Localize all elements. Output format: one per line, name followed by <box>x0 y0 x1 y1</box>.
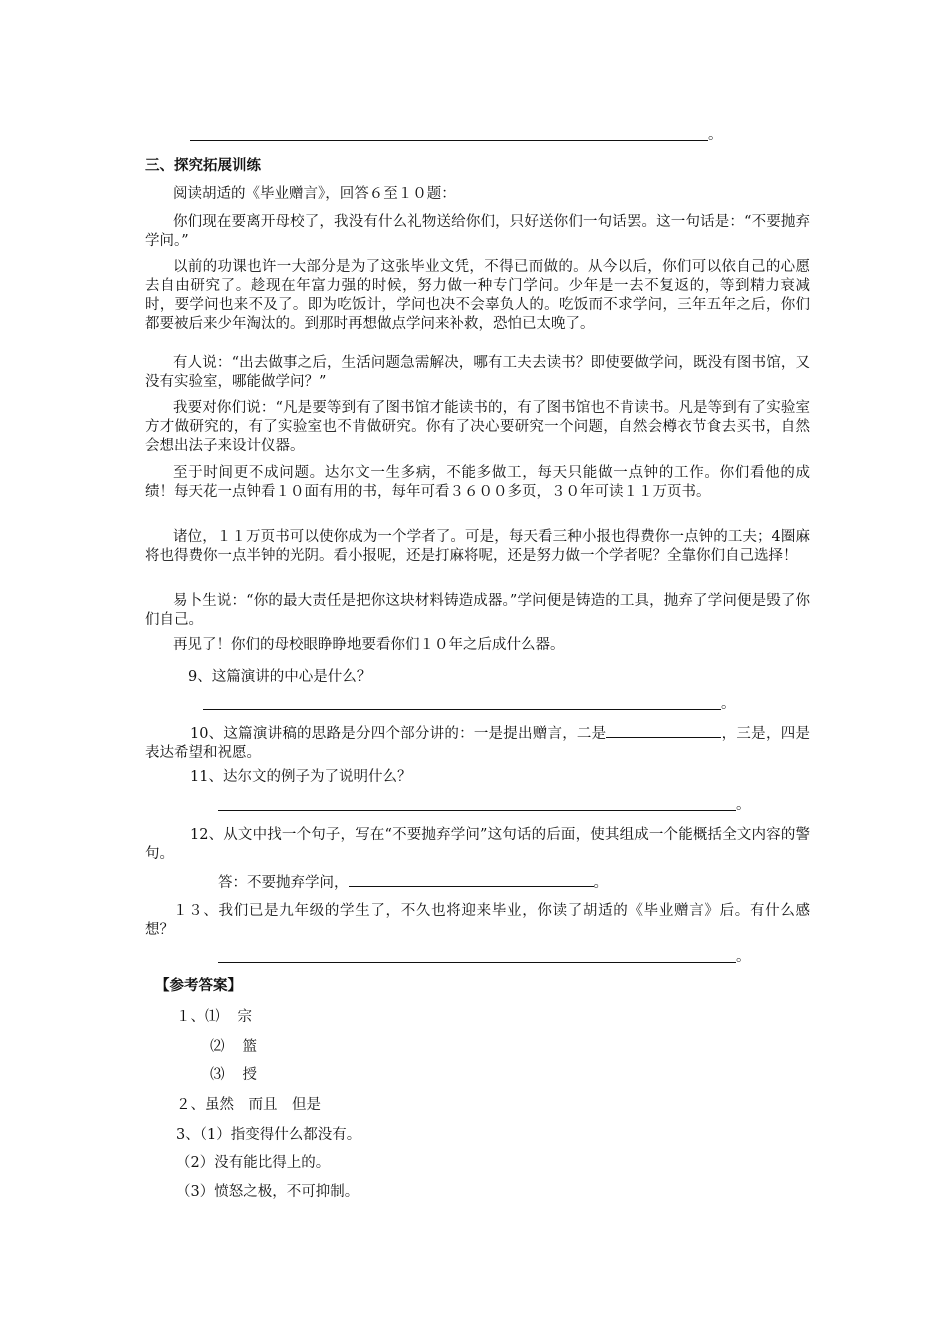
answer-1-3-label: ⑶ <box>210 1067 225 1083</box>
answer-1-3 <box>210 1066 257 1085</box>
question-10-text-a: 10、这篇演讲稿的思路是分四个部分讲的：一是提出赠言，二是 <box>190 726 607 742</box>
paragraph-4: 我要对你们说：“凡是要等到有了图书馆才能读书的，有了图书馆也不肯读书。凡是等到有了实验室方才做研究的，有了实验室也不肯做研究。你有了决心要研究一个问题，自然会樽衣节食去买书，自然会想出法子来设计仪器。 <box>145 400 810 454</box>
answer-1-2-value: 篮 <box>242 1039 257 1055</box>
answer-1-1-value: 宗 <box>237 1009 252 1025</box>
paragraph-2: 以前的功课也许一大部分是为了这张毕业文凭，不得已而做的。从今以后，你们可以依自己的心愿去自由研究了。趁现在年富力强的时候，努力做一种专门学问。少年是一去不复返的，等到精力衰减时，要学问也来不及了。即为吃饭计，学问也决不会辜负人的。吃饭而不求学问，三年五年之后，你们都要被后来少年淘汰的。到那时再想做点学问来补救，恐怕已太晚了。 <box>145 259 810 332</box>
answer-1-1 <box>176 1008 252 1027</box>
answer-blank-line <box>190 140 708 141</box>
answer-1-label: １、⑴ <box>176 1009 220 1025</box>
reading-intro: 阅读胡适的《毕业赠言》，回答６至１０题： <box>173 186 456 202</box>
question-10-text-b: ，三是 <box>721 726 766 742</box>
answer-blank-inline[interactable] <box>349 872 594 887</box>
answer-1-2 <box>210 1038 257 1057</box>
answer-blank-line[interactable] <box>218 810 736 811</box>
blank-period: 。 <box>721 696 736 712</box>
question-10-text-c: ，四是表达希望和祝愿。 <box>145 726 811 761</box>
answers-title: 【参考答案】 <box>155 977 242 994</box>
question-10 <box>145 723 810 763</box>
blank-period: 。 <box>708 127 723 143</box>
answer-2: ２、虽然 而且 但是 <box>176 1097 321 1113</box>
paragraph-6: 诸位，１１万页书可以使你成为一个学者了。可是，每天看三种小报也得费你一点钟的工夫；4圈麻将也得费你一点半钟的光阴。看小报呢，还是打麻将呢，还是努力做一个学者呢？全靠你们自己选择！ <box>145 529 810 564</box>
blank-period: 。 <box>736 949 751 965</box>
answer-1-3-value: 授 <box>242 1067 257 1083</box>
question-12-answer <box>218 872 608 893</box>
answer-blank-line[interactable] <box>218 962 736 963</box>
paragraph-8: 再见了！你们的母校眼睁睁地要看你们１０年之后成什么器。 <box>173 637 565 653</box>
answer-prefix: 答：不要抛弃学问， <box>218 875 349 891</box>
question-9: 9、这篇演讲的中心是什么？ <box>188 669 372 685</box>
section-title: 三、探究拓展训练 <box>145 157 261 174</box>
answer-1-2-label: ⑵ <box>210 1039 225 1055</box>
blank-period: 。 <box>736 797 751 813</box>
answer-3-2: （2）没有能比得上的。 <box>176 1155 331 1171</box>
paragraph-3: 有人说：“出去做事之后，生活问题急需解决，哪有工夫去读书？即使要做学问，既没有图书馆，又没有实验室，哪能做学问？” <box>145 355 810 390</box>
paragraph-7: 易卜生说：“你的最大责任是把你这块材料铸造成器。”学问便是铸造的工具，抛弃了学问便是毁了你们自己。 <box>145 593 810 628</box>
question-12: 12、从文中找一个句子，写在“不要抛弃学问”这句话的后面，使其组成一个能概括全文内容的警句。 <box>145 827 810 862</box>
answer-blank-line[interactable] <box>203 709 721 710</box>
paragraph-1: 你们现在要离开母校了，我没有什么礼物送给你们，只好送你们一句话罢。这一句话是：“不要抛弃学问。” <box>145 214 810 249</box>
answer-3-1: 3、（1）指变得什么都没有。 <box>176 1127 362 1143</box>
question-11: 11、达尔文的例子为了说明什么？ <box>190 769 412 785</box>
blank-period: 。 <box>593 875 608 891</box>
question-13: １３、我们已是九年级的学生了，不久也将迎来毕业，你读了胡适的《毕业赠言》后。有什么感想？ <box>145 903 810 938</box>
answer-3-3: （3）愤怒之极，不可抑制。 <box>176 1184 360 1200</box>
paragraph-5: 至于时间更不成问题。达尔文一生多病，不能多做工，每天只能做一点钟的工作。你们看他的成绩！每天花一点钟看１０面有用的书，每年可看３６００多页，３０年可读１１万页书。 <box>145 465 810 500</box>
answer-blank-inline[interactable] <box>606 723 721 738</box>
